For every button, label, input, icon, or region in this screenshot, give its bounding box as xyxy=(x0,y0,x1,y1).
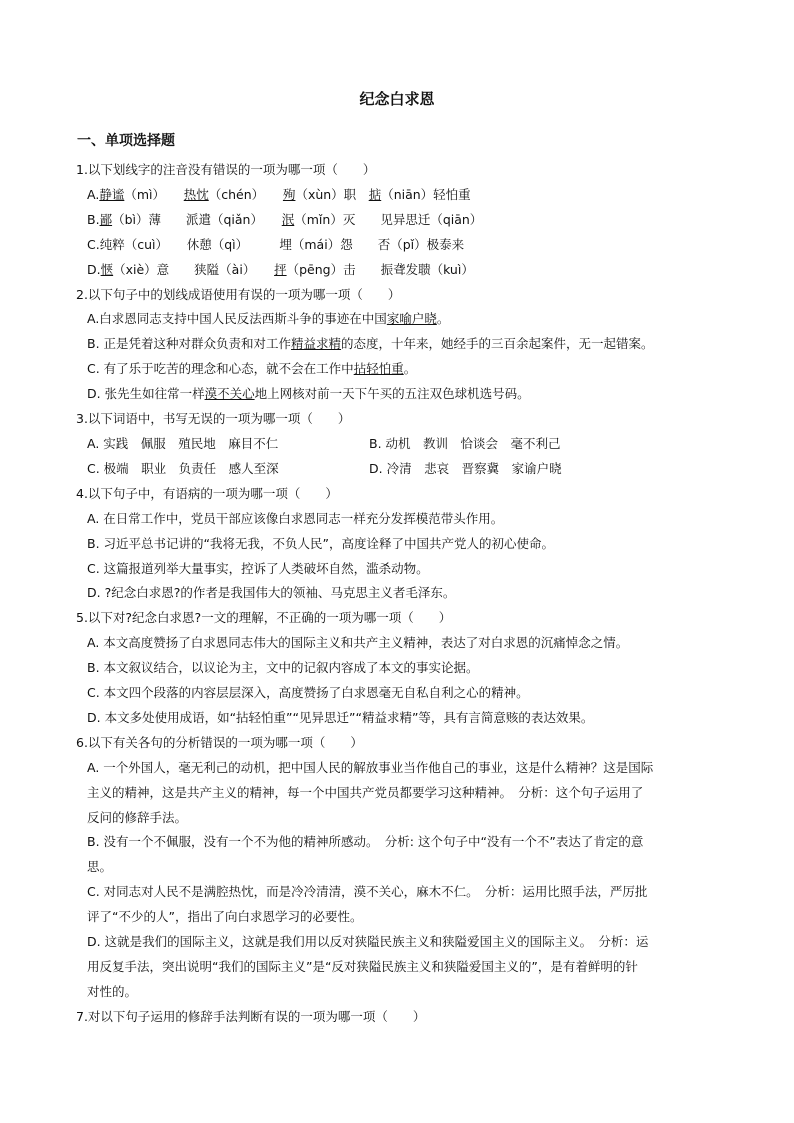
option-c: C. 极端 职业 负责任 感人至深 xyxy=(87,460,279,476)
option-text: （mǐn）灭 见异思迁（qiān） xyxy=(294,211,483,227)
option-c xyxy=(87,357,721,382)
question-5 xyxy=(76,606,721,731)
option-b: B. 动机 教训 恰谈会 毫不利己 xyxy=(369,435,561,451)
document-title: 纪念白求恩 xyxy=(359,90,435,108)
option-c xyxy=(87,880,721,930)
question-stem: 6.以下有关各句的分析错误的一项为哪一项（ ） xyxy=(76,734,363,750)
underlined-char: 殉 xyxy=(282,186,296,202)
underlined-char: 惬 xyxy=(100,261,114,277)
underlined-idiom: 精益求精 xyxy=(291,336,342,352)
question-2 xyxy=(76,283,721,408)
option-text: 。 xyxy=(436,311,450,327)
option-a: A. 实践 佩服 殖民地 麻目不仁 xyxy=(87,435,279,451)
option-c: C. 本文四个段落的内容层层深入，高度赞扬了白求恩毫无自私自利之心的精神。 xyxy=(87,685,529,701)
section-heading: 一、单项选择题 xyxy=(77,133,175,149)
option-text: （chén） xyxy=(208,186,283,202)
option-line: B. 没有一个不佩服，没有一个不为他的精神所感动。 分析: 这个句子中“没有一个不”表达了肯定的意 xyxy=(87,834,644,850)
option-a xyxy=(87,307,721,332)
option-text: （pēng）击 振聋发聩（kuì） xyxy=(286,261,474,277)
question-stem: 7.对以下句子运用的修辞手法判断有误的一项为哪一项（ ） xyxy=(76,1008,426,1024)
underlined-char: 静谧 xyxy=(99,186,125,202)
option-label: A. xyxy=(87,186,100,202)
option-a xyxy=(87,756,721,831)
option-line: 用反复手法，突出说明“我们的国际主义”是“反对狭隘民族主义和狭隘爱国主义的”，是有着鲜明的针 xyxy=(87,959,638,974)
option-line: 思。 xyxy=(87,859,113,875)
option-b: B. 习近平总书记讲的“我将无我，不负人民”，高度诠释了中国共产党人的初心使命。 xyxy=(87,535,554,551)
underlined-idiom: 漠不关心 xyxy=(204,386,255,402)
question-7 xyxy=(76,1005,721,1030)
question-stem: 5.以下对?纪念白求恩?一文的理解，不正确的一项为哪一项（ ） xyxy=(76,610,452,626)
option-line: A. 一个外国人，毫无利己的动机，把中国人民的解放事业当作他自己的事业，这是什么精神？这是国际 xyxy=(87,759,654,775)
option-text: （niān）轻怕重 xyxy=(381,186,471,202)
option-text: D. 张先生如往常一样 xyxy=(87,386,205,402)
underlined-char: 鄙 xyxy=(99,211,113,227)
question-3 xyxy=(76,407,721,482)
option-line: 对性的。 xyxy=(87,983,138,999)
option-b xyxy=(87,332,721,357)
underlined-idiom: 拈轻怕重 xyxy=(353,361,404,377)
option-a: A. 在日常工作中，党员干部应该像白求恩同志一样充分发挥模范带头作用。 xyxy=(87,510,504,526)
option-b xyxy=(87,208,721,233)
option-text: C. 有了乐于吃苦的理念和心态，就不会在工作中 xyxy=(87,361,354,377)
option-d: D. 冷清 悲哀 晋察冀 家谕户晓 xyxy=(369,460,562,476)
underlined-char: 掂 xyxy=(368,186,382,202)
option-line: 主义的精神，这是共产主义的精神，每一个中国共产党员都要学习这种精神。 分析：这个句子运用了 xyxy=(87,784,644,800)
option-a xyxy=(87,183,721,208)
underlined-idiom: 家喻户晓 xyxy=(386,311,437,327)
option-d: D. 本文多处使用成语，如“拈轻怕重”“见异思迁”“精益求精”等，具有言简意赅的表达效果。 xyxy=(87,709,594,725)
option-line: D. 这就是我们的国际主义，这就是我们用以反对狭隘民族主义和狭隘爱国主义的国际主义。 分析：运 xyxy=(87,934,649,950)
option-text: 的态度，十年来，她经手的三百余起案件，无一起错案。 xyxy=(341,336,654,352)
option-text: 地上网核对前一天下午买的五注双色球机选号码。 xyxy=(254,386,530,402)
option-text: （mì） xyxy=(124,186,184,202)
question-stem: 4.以下句子中，有语病的一项为哪一项（ ） xyxy=(76,485,338,501)
option-line: C. 对同志对人民不是满腔热忱，而是冷冷清清，漠不关心，麻木不仁。 分析：运用比照手法，严厉批 xyxy=(87,884,648,900)
option-d: D. ?纪念白求恩?的作者是我国伟大的领袖、马克思主义者毛泽东。 xyxy=(87,585,456,601)
option-b xyxy=(87,830,721,880)
option-text: 。 xyxy=(403,361,417,377)
question-6 xyxy=(76,731,721,1005)
option-text: （xùn）职 xyxy=(295,186,369,202)
question-stem: 2.以下句子中的划线成语使用有误的一项为哪一项（ ） xyxy=(76,286,401,302)
option-text: A.白求恩同志支持中国人民反法西斯斗争的事迹在中国 xyxy=(87,311,387,327)
option-d xyxy=(87,930,721,1005)
option-c: C. 这篇报道列举大量事实，控诉了人类破坏自然，滥杀动物。 xyxy=(87,560,429,576)
option-d xyxy=(87,382,721,407)
underlined-char: 热忱 xyxy=(183,186,209,202)
option-label: B. xyxy=(87,211,100,227)
underlined-char: 抨 xyxy=(274,261,287,277)
option-text: （xiè）意 狭隘（ài） xyxy=(113,261,275,277)
option-label: C. xyxy=(87,236,100,252)
option-d xyxy=(87,258,721,283)
question-4 xyxy=(76,482,721,607)
option-line: 评了“不少的人”，指出了向白求恩学习的必要性。 xyxy=(87,909,363,925)
option-a: A. 本文高度赞扬了白求恩同志伟大的国际主义和共产主义精神，表达了对白求恩的沉痛悼念之情。 xyxy=(87,635,629,651)
option-line: 反问的修辞手法。 xyxy=(87,809,188,825)
underlined-char: 泯 xyxy=(281,211,295,227)
option-b: B. 本文叙议结合，以议论为主，文中的记叙内容成了本文的事实论据。 xyxy=(87,660,479,676)
question-stem: 1.以下划线字的注音没有错误的一项为哪一项（ ） xyxy=(76,162,376,177)
option-label: D. xyxy=(87,261,101,277)
option-text: B. 正是凭着这种对群众负责和对工作 xyxy=(87,336,292,352)
option-c xyxy=(87,233,721,258)
option-text: （bì）薄 派遣（qiǎn） xyxy=(112,211,282,227)
question-stem: 3.以下词语中，书写无误的一项为哪一项（ ） xyxy=(76,411,351,427)
question-list xyxy=(76,158,721,1030)
question-1 xyxy=(76,158,721,283)
option-text: 纯粹（cuì） 休憩（qì） 埋（mái）怨 否（pǐ）极泰来 xyxy=(99,236,465,252)
